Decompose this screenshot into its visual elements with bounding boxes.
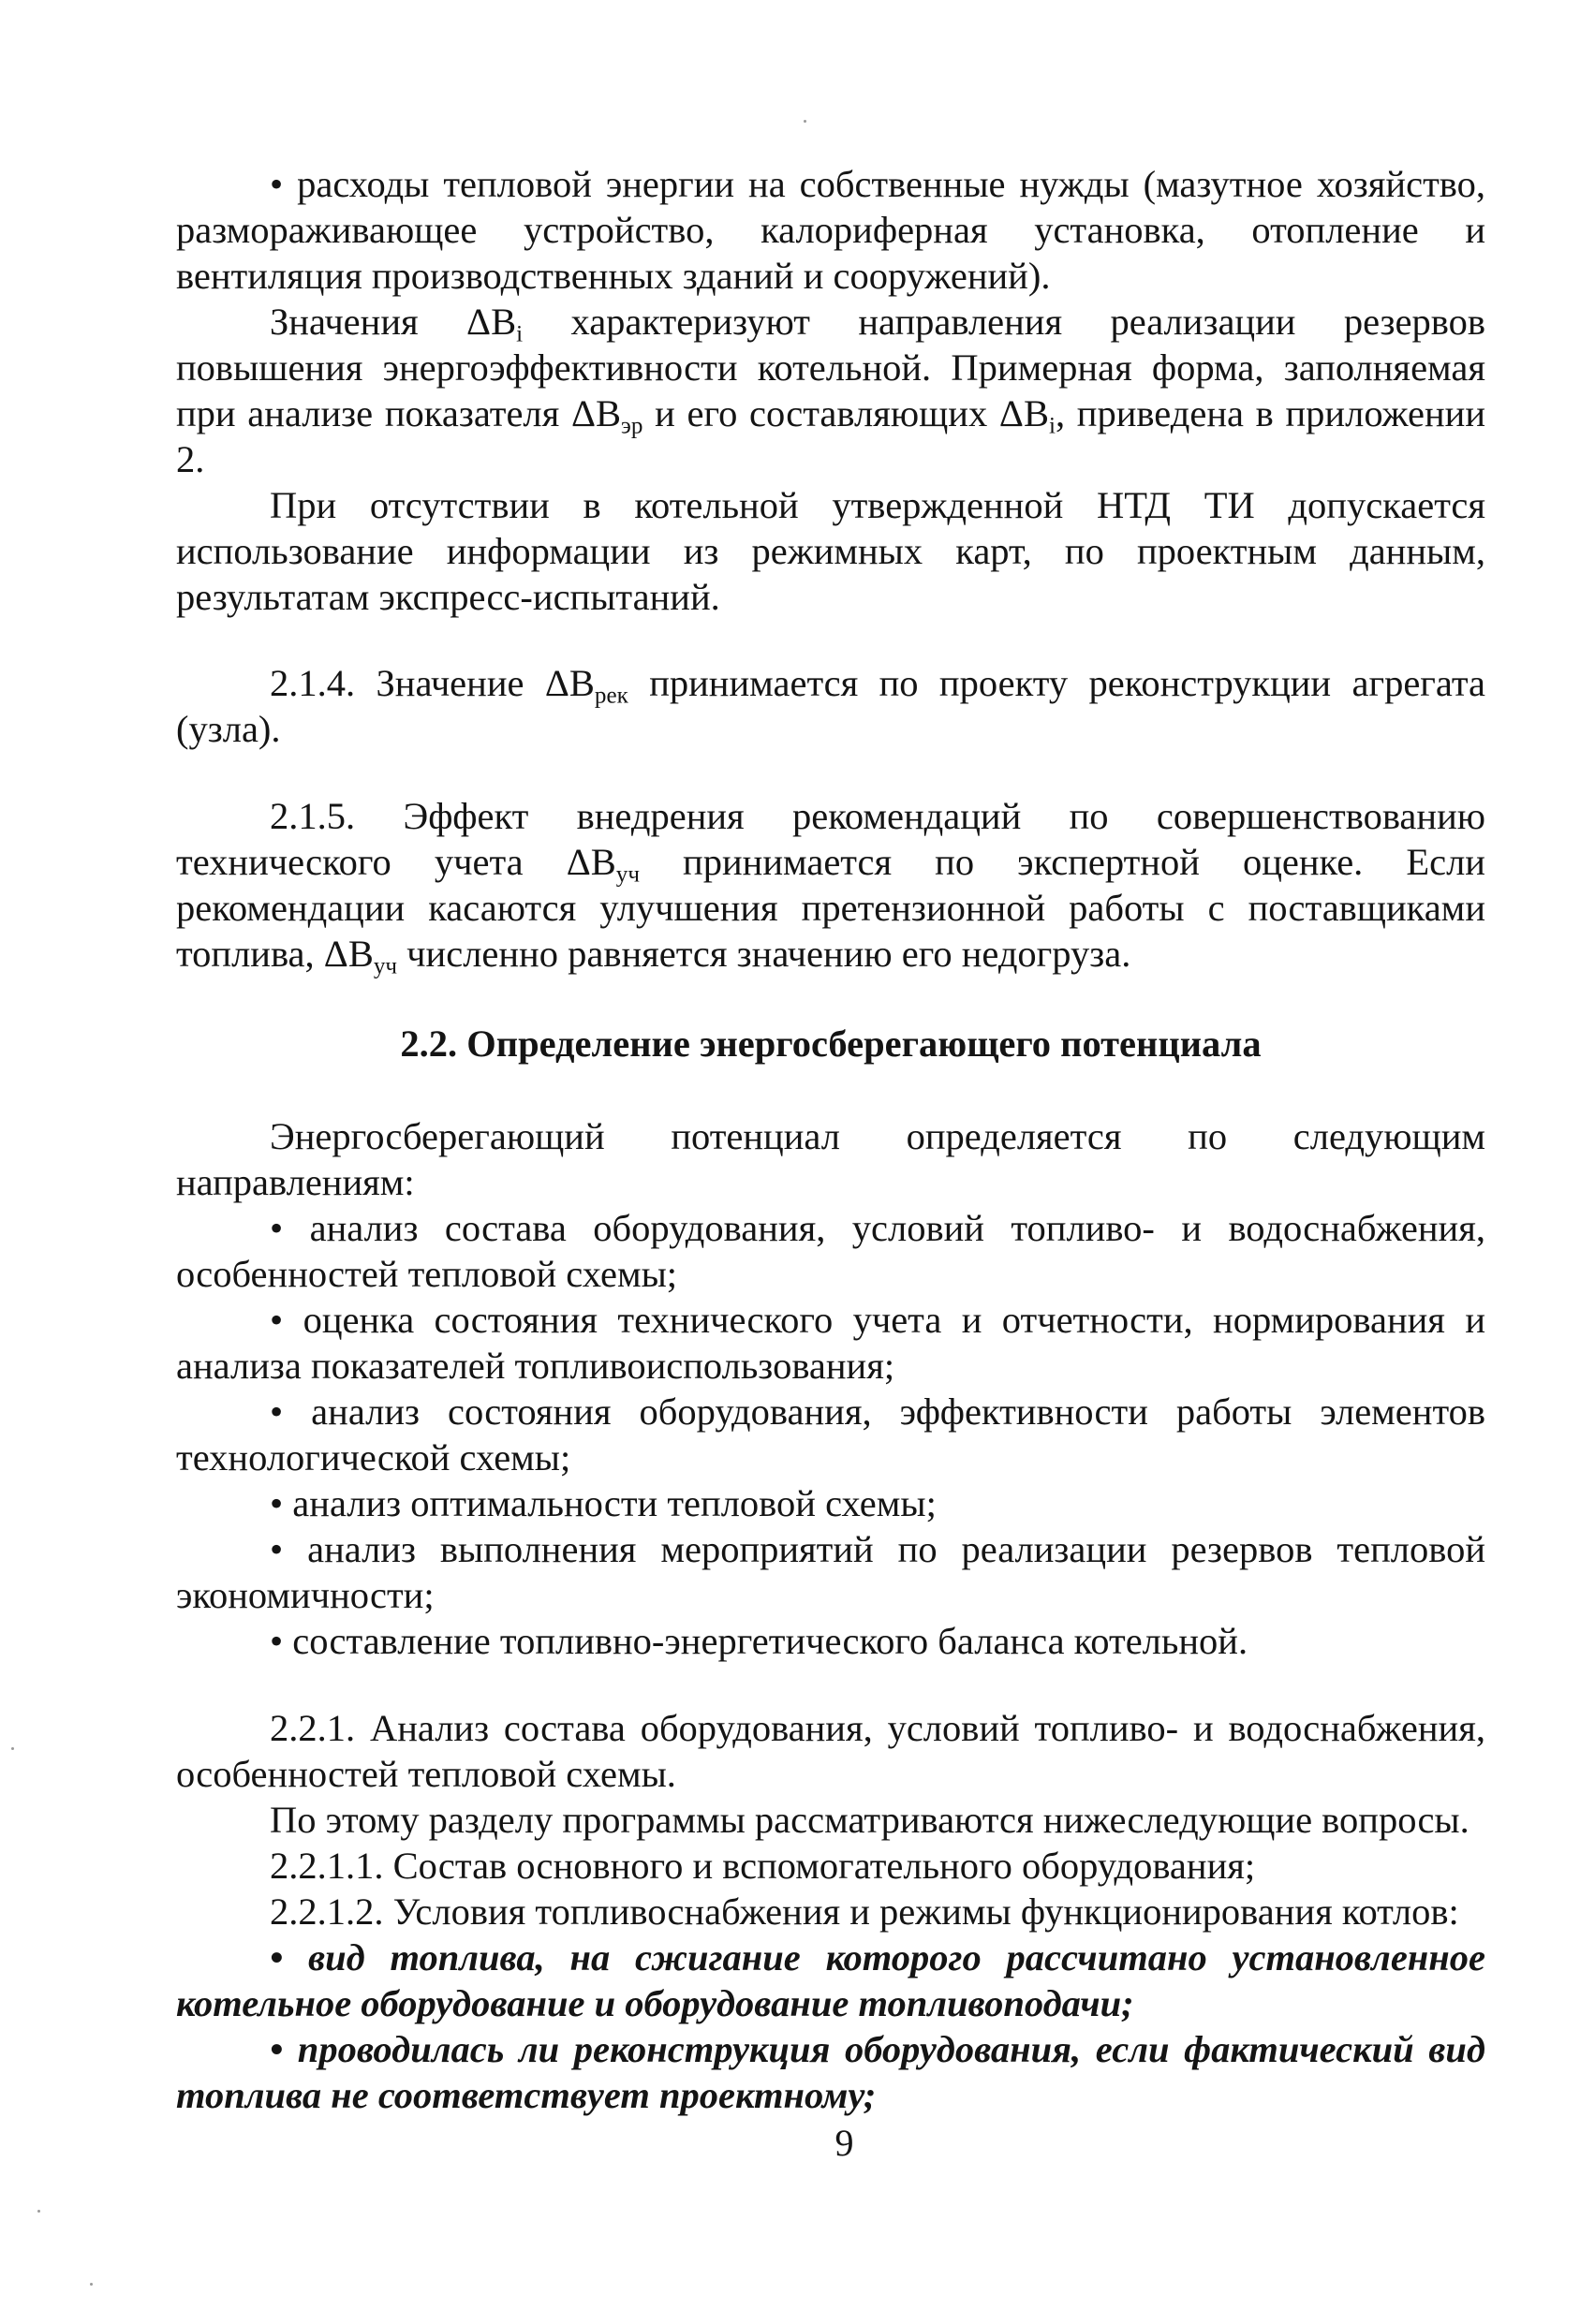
- scan-speck: [90, 2283, 93, 2286]
- scan-speck: [804, 120, 806, 123]
- text-run: принимается по экспертной оценке. Если рекомендации касаются улучшения претензионной работы с поставщиками топлива, ΔB: [176, 841, 1485, 975]
- text-run: характеризуют направления реализации резервов повышения энергоэффективности котельной. Примерная форма, заполняемая при анализе показателя ΔB: [176, 301, 1485, 434]
- paragraph-heat-expenses: • расходы тепловой энергии на собственные нужды (мазутное хозяйство, размораживающее устройство, калориферная установка, отопление и вентиляция производственных зданий и сооружений).: [176, 163, 1485, 297]
- paragraph-2-2-1: 2.2.1. Анализ состава оборудования, условий топливо- и водоснабжения, особенностей тепловой схемы.: [176, 1707, 1485, 1795]
- text-run: и его составляющих ΔB: [642, 392, 1049, 434]
- paragraph-2-1-4: [176, 660, 1485, 752]
- subscript: эр: [621, 413, 643, 439]
- bullet-measures-analysis: • анализ выполнения мероприятий по реализации резервов тепловой экономичности;: [176, 1528, 1485, 1616]
- text-run: 2.1.4. Значение ΔB: [270, 662, 595, 704]
- text-run: численно равняется значению его недогруза.: [397, 933, 1131, 975]
- subscript: уч: [373, 953, 398, 979]
- bullet-accounting-assessment: • оценка состояния технического учета и отчетности, нормирования и анализа показателей топливоиспользования;: [176, 1299, 1485, 1387]
- bullet-thermal-scheme: • анализ оптимальности тепловой схемы;: [270, 1482, 937, 1524]
- text-run: 2.1.5. Эффект внедрения рекомендаций по совершенствованию технического учета ΔB: [176, 795, 1485, 883]
- bullet-energy-balance: • составление топливно-энергетического баланса котельной.: [270, 1620, 1248, 1662]
- bullet-fuel-type: • вид топлива, на сжигание которого рассчитано установленное котельное оборудование и оборудование топливоподачи;: [176, 1936, 1485, 2024]
- paragraph-2-2-1-1: 2.2.1.1. Состав основного и вспомогательного оборудования;: [270, 1845, 1256, 1887]
- paragraph-ntd-absence: При отсутствии в котельной утвержденной НТД ТИ допускается использование информации из режимных карт, по проектным данным, результатам экспресс-испытаний.: [176, 484, 1485, 618]
- subscript: рек: [594, 683, 628, 709]
- page-body: [176, 161, 1485, 2118]
- scan-speck: [11, 1747, 14, 1750]
- subscript: i: [1048, 413, 1056, 439]
- paragraph-2-2-1-2: 2.2.1.2. Условия топливоснабжения и режимы функционирования котлов:: [270, 1890, 1459, 1933]
- subscript: i: [516, 321, 524, 347]
- page-number: 9: [834, 2122, 854, 2164]
- subscript: уч: [615, 861, 640, 888]
- paragraph-potential-intro: Энергосберегающий потенциал определяется по следующим направлениям:: [176, 1115, 1485, 1203]
- scan-speck: [37, 2210, 40, 2213]
- text-run: , приведена в приложении 2.: [176, 392, 1486, 480]
- paragraph-delta-b-values: [176, 299, 1485, 482]
- bullet-equipment-analysis: • анализ состава оборудования, условий топливо- и водоснабжения, особенностей тепловой схемы;: [176, 1207, 1485, 1295]
- bullet-equipment-state: • анализ состояния оборудования, эффективности работы элементов технологической схемы;: [176, 1390, 1485, 1478]
- text-run: принимается по проекту реконструкции агрегата (узла).: [176, 662, 1485, 750]
- paragraph-section-questions: По этому разделу программы рассматриваются нижеследующие вопросы.: [270, 1799, 1469, 1841]
- section-heading-2-2: 2.2. Определение энергосберегающего потенциала: [400, 1022, 1262, 1065]
- text-run: Значения ΔB: [270, 301, 517, 343]
- bullet-reconstruction: • проводилась ли реконструкция оборудования, если фактический вид топлива не соответствует проектному;: [176, 2028, 1485, 2116]
- paragraph-2-1-5: [176, 793, 1485, 977]
